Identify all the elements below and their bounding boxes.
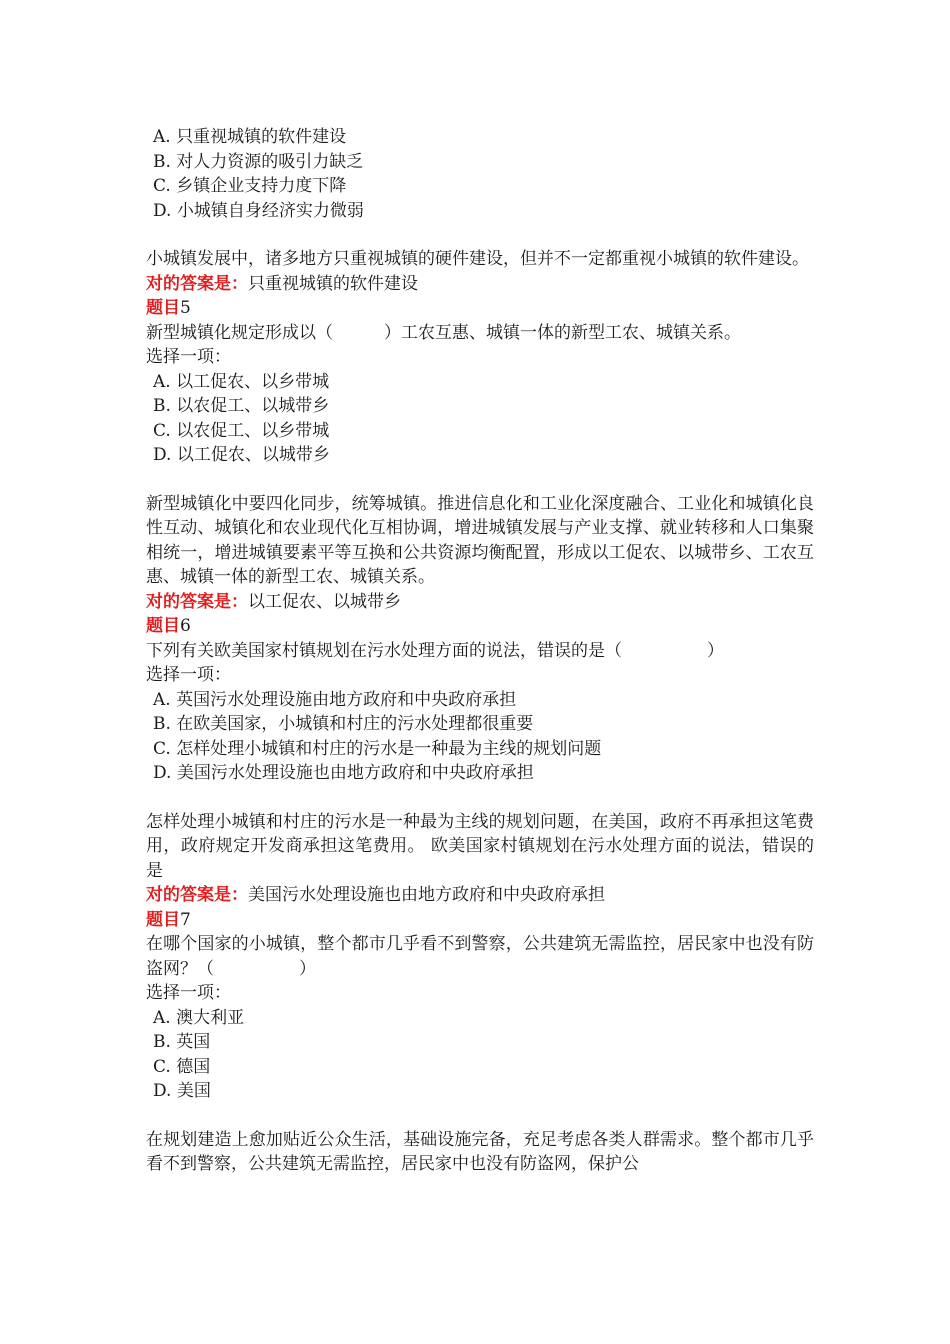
question-label: 题目 (146, 616, 180, 636)
q5-title (146, 296, 814, 321)
q4-option-c[interactable]: C. 乡镇企业支持力度下降 (153, 176, 347, 196)
spacer (146, 786, 814, 810)
q6-option-c[interactable]: C. 怎样处理小城镇和村庄的污水是一种最为主线的规划问题 (153, 738, 602, 759)
q5-option-c[interactable]: C. 以农促工、以乡带城 (153, 420, 330, 441)
q4-option-b[interactable]: B. 对人力资源的吸引力缺乏 (153, 151, 364, 172)
q6-title (146, 614, 814, 639)
q5-explanation: 新型城镇化中要四化同步，统筹城镇。推进信息化和工业化深度融合、工业化和城镇化良性互动、城镇化和农业现代化互相协调，增进城镇发展与产业支撑、就业转移和人口集聚相统一，增进城镇要素平等互换和公共资源均衡配置，形成以工促农、以城带乡、工农互惠、城镇一体的新型工农、城镇关系。 (146, 493, 814, 587)
q4-option-a[interactable]: A. 只重视城镇的软件建设 (153, 127, 347, 147)
q5-answer (146, 590, 814, 615)
q5-option-b[interactable]: B. 以农促工、以城带乡 (153, 396, 330, 416)
q7-option-d[interactable]: D. 美国 (153, 1081, 211, 1101)
question-label: 题目 (146, 298, 180, 318)
q6-explanation: 怎样处理小城镇和村庄的污水是一种最为主线的规划问题，在美国，政府不再承担这笔费用，政府规定开发商承担这笔费用。 欧美国家村镇规划在污水处理方面的说法，错误的是 (146, 811, 814, 881)
question-number: 5 (180, 298, 191, 318)
q6-prompt: 选择一项： (146, 665, 231, 685)
q7-option-a[interactable]: A. 澳大利亚 (153, 1007, 245, 1028)
q7-explanation: 在规划建造上愈加贴近公众生活，基础设施完备，充足考虑各类人群需求。整个都市几乎看不到警察，公共建筑无需监控，居民家中也没有防盗网，保护公 (146, 1129, 814, 1174)
q5-option-a[interactable]: A. 以工促农、以乡带城 (153, 371, 330, 392)
spacer (146, 468, 814, 492)
answer-label: 对的答案是： (146, 885, 248, 905)
answer-text: 美国污水处理设施也由地方政府和中央政府承担 (248, 885, 605, 905)
spacer (146, 223, 814, 247)
q5-prompt: 选择一项： (146, 347, 231, 367)
spacer (146, 1104, 814, 1128)
document-content (146, 125, 814, 1177)
q6-option-d[interactable]: D. 美国污水处理设施也由地方政府和中央政府承担 (153, 763, 534, 783)
q7-option-b[interactable]: B. 英国 (153, 1032, 211, 1052)
q6-stem: 下列有关欧美国家村镇规划在污水处理方面的说法，错误的是（ ） (146, 640, 724, 661)
answer-label: 对的答案是： (146, 591, 248, 612)
q5-stem: 新型城镇化规定形成以（ ）工农互惠、城镇一体的新型工农、城镇关系。 (146, 322, 741, 343)
q4-answer (146, 272, 814, 297)
q4-explanation: 小城镇发展中，诸多地方只重视城镇的硬件建设，但并不一定都重视小城镇的软件建设。 (146, 249, 809, 269)
question-number: 7 (180, 909, 191, 930)
answer-text: 以工促农、以城带乡 (248, 591, 401, 612)
q6-answer (146, 883, 814, 908)
question-number: 6 (180, 616, 191, 636)
answer-label: 对的答案是： (146, 273, 248, 294)
answer-text: 只重视城镇的软件建设 (248, 273, 418, 294)
q4-option-d[interactable]: D. 小城镇自身经济实力微弱 (153, 200, 364, 221)
q7-title (146, 908, 814, 933)
q7-prompt: 选择一项： (146, 983, 231, 1003)
q7-option-c[interactable]: C. 德国 (153, 1056, 211, 1077)
question-label: 题目 (146, 909, 180, 930)
q7-stem: 在哪个国家的小城镇，整个都市几乎看不到警察，公共建筑无需监控，居民家中也没有防盗网？（ ） (146, 934, 814, 979)
q6-option-b[interactable]: B. 在欧美国家，小城镇和村庄的污水处理都很重要 (153, 714, 534, 734)
q5-option-d[interactable]: D. 以工促农、以城带乡 (153, 445, 330, 465)
q6-option-a[interactable]: A. 英国污水处理设施由地方政府和中央政府承担 (153, 689, 517, 710)
